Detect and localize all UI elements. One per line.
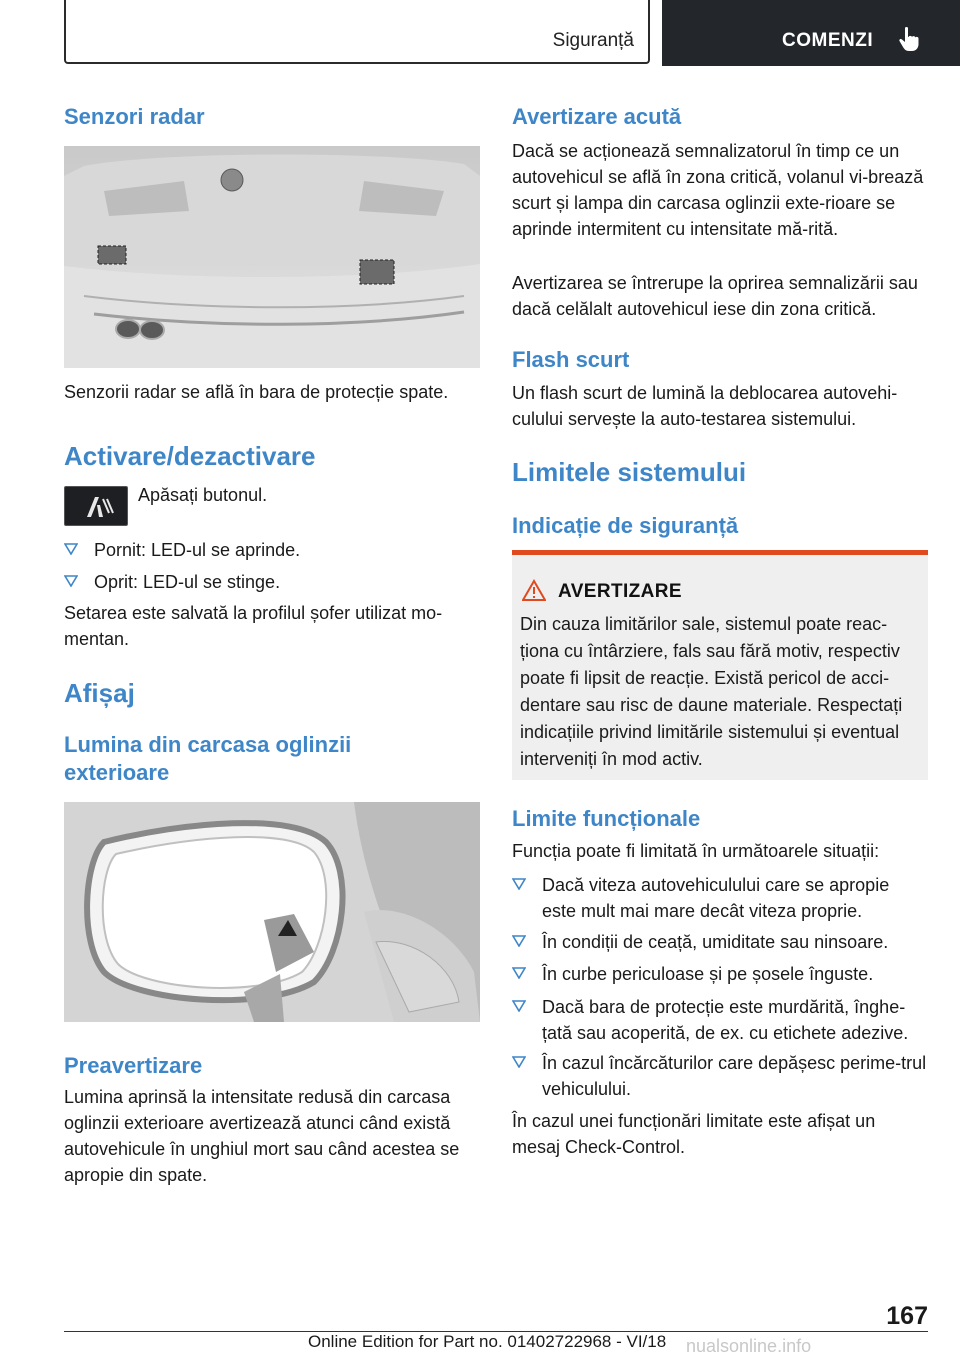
functional-bullet-text: În condiții de ceață, umiditate sau ninsoare.	[542, 932, 889, 952]
bullet-triangle-icon	[512, 1000, 526, 1012]
functional-bullet-text: În cazul încărcăturilor care depășesc perime-trul vehiculului.	[542, 1053, 927, 1099]
radar-caption: Senzorii radar se află în bara de protecție spate.	[64, 382, 449, 402]
prewarning-text: Lumina aprinsă la intensitate redusă din carcasa oglinzii exterioare avertizează atunci când există autovehicule în unghiul mort sau când acestea se apropie din spate.	[64, 1087, 460, 1185]
functional-bullet	[512, 1050, 928, 1102]
bullet-on	[64, 537, 480, 563]
warning-text: Din cauza limitărilor sale, sistemul poate reac-ționa cu întârziere, fals sau fără motiv, respectiv poate fi lipsit de reacție. Există pericol de acci-dentare sau risc de daune materiale. Respectați indicațiile privind limitările sistemului și eventual interveniți în mod activ.	[520, 614, 903, 769]
bullet-on-text: Pornit: LED-ul se aprinde.	[94, 540, 301, 560]
acute-warning-heading: Avertizare acută	[512, 104, 682, 129]
blind-spot-button-image	[64, 486, 128, 526]
activation-heading: Activare/dezactivare	[64, 441, 316, 471]
bullet-off	[64, 569, 480, 595]
bullet-triangle-icon	[512, 935, 526, 947]
header-chapter-tab[interactable]	[662, 0, 960, 66]
flash-heading: Flash scurt	[512, 347, 630, 372]
bullet-triangle-icon	[64, 543, 78, 555]
flash-text: Un flash scurt de lumină la deblocarea autovehi-culului servește la auto-testarea sistemului.	[512, 383, 898, 429]
functional-bullet	[512, 961, 928, 987]
functional-bullet	[512, 929, 928, 955]
bullet-triangle-icon	[512, 967, 526, 979]
check-control-text: În cazul unei funcționări limitate este afișat un mesaj Check-Control.	[512, 1111, 876, 1157]
watermark: nualsonline.info	[686, 1336, 812, 1356]
prewarning-heading: Preavertizare	[64, 1053, 203, 1078]
functional-limits-heading: Limite funcționale	[512, 806, 701, 831]
bullet-triangle-icon	[512, 878, 526, 890]
rear-bumper-photo	[64, 146, 480, 368]
blind-spot-symbol-icon	[65, 487, 127, 525]
edition-footer: Online Edition for Part no. 01402722968 - VI/18	[308, 1332, 667, 1351]
functional-bullet	[512, 994, 930, 1046]
safety-note-heading: Indicație de siguranță	[512, 513, 739, 538]
bullet-triangle-icon	[512, 1056, 526, 1068]
system-limits-heading: Limitele sistemului	[512, 457, 747, 487]
radar-sensors-heading: Senzori radar	[64, 104, 205, 129]
mirror-photo	[64, 802, 480, 1022]
functional-bullet-text: În curbe periculoase și pe șosele înguste.	[542, 964, 874, 984]
functional-bullet-text: Dacă bara de protecție este murdărită, înghe-țată sau acoperită, de ex. cu etichete adezive.	[542, 997, 909, 1043]
display-heading: Afișaj	[64, 678, 135, 708]
page-number: 167	[886, 1302, 928, 1330]
header-section-box	[64, 0, 650, 64]
side-mirror-illustration	[64, 802, 480, 1022]
pointing-hand-icon	[898, 26, 920, 52]
rear-bumper-illustration	[64, 146, 480, 368]
saved-setting-text: Setarea este salvată la profilul șofer utilizat mo-mentan.	[64, 603, 443, 649]
acute-warning-text-1: Dacă se acționează semnalizatorul în timp ce un autovehicul se află în zona critică, volanul vi-brează scurt și lampa din carcasa oglinzii exte-rioare se aprinde intermitent cu intensitate mă-rită.	[512, 141, 924, 239]
functional-bullet-text: Dacă viteza autovehiculului care se apropie este mult mai mare decât viteza proprie.	[542, 875, 890, 921]
functional-bullet	[512, 872, 928, 924]
acute-warning-text-2: Avertizarea se întrerupe la oprirea semnalizării sau dacă celălalt autovehicul iese din zona critică.	[512, 273, 918, 319]
bullet-off-text: Oprit: LED-ul se stinge.	[94, 572, 281, 592]
section-title: Siguranță	[552, 30, 634, 51]
warning-title: AVERTIZARE	[558, 581, 682, 602]
chapter-title: COMENZI	[782, 30, 874, 51]
warning-box	[512, 550, 928, 780]
mirror-light-heading: Lumina din carcasa oglinzii exterioare	[64, 732, 352, 785]
warning-triangle-icon	[522, 579, 546, 601]
bullet-triangle-icon	[64, 575, 78, 587]
functional-limits-intro: Funcția poate fi limitată în următoarele situații:	[512, 841, 880, 861]
press-button-text: Apăsați butonul.	[138, 485, 268, 505]
